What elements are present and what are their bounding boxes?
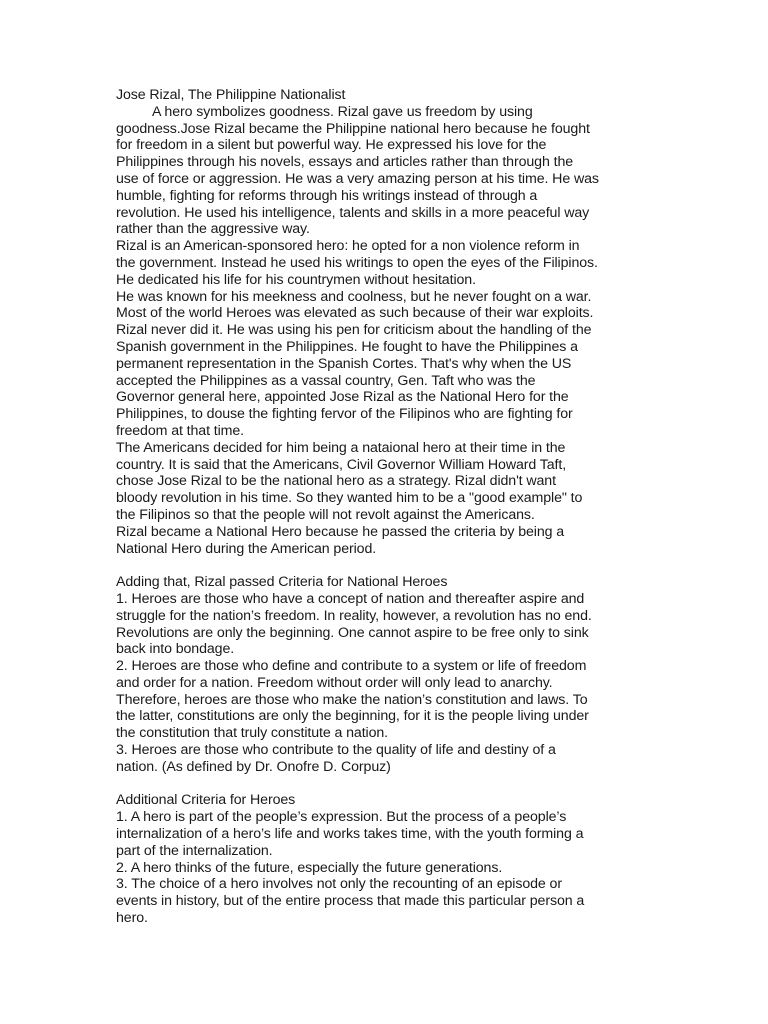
text-line: the latter, constitutions are only the beginning, for it is the people living under xyxy=(116,708,589,725)
paragraph xyxy=(116,876,656,926)
paragraph xyxy=(116,860,656,877)
text-line: events in history, but of the entire process that made this particular person a xyxy=(116,893,585,910)
text-line: The Americans decided for him being a nataional hero at their time in the xyxy=(116,439,566,456)
blank-line xyxy=(116,557,656,574)
paragraph xyxy=(116,742,656,776)
paragraph xyxy=(116,289,656,440)
text-line: part of the internalization. xyxy=(116,842,273,859)
text-line: Most of the world Heroes was elevated as such because of their war exploits. xyxy=(116,305,594,322)
text-line: 2. A hero thinks of the future, especially the future generations. xyxy=(116,859,503,876)
text-line: Therefore, heroes are those who make the nation’s constitution and laws. To xyxy=(116,691,588,708)
text-line: He dedicated his life for his countrymen without hesitation. xyxy=(116,271,476,288)
text-line: A hero symbolizes goodness. Rizal gave us freedom by using xyxy=(152,103,533,120)
text-line: National Hero during the American period. xyxy=(116,540,377,557)
text-line: the government. Instead he used his writings to open the eyes of the Filipinos. xyxy=(116,254,598,271)
text-line: Rizal is an American-sponsored hero: he opted for a non violence reform in xyxy=(116,238,580,255)
text-line: freedom at that time. xyxy=(116,422,245,439)
paragraph xyxy=(116,591,656,658)
paragraph xyxy=(116,574,656,591)
text-line: Adding that, Rizal passed Criteria for National Heroes xyxy=(116,574,448,591)
text-line: use of force or aggression. He was a very amazing person at his time. He was xyxy=(116,170,599,187)
text-line: humble, fighting for reforms through his writings instead of through a xyxy=(116,187,538,204)
text-line: Philippines through his novels, essays and articles rather than through the xyxy=(116,154,574,171)
text-line: 3. The choice of a hero involves not only the recounting of an episode or xyxy=(116,876,562,893)
text-line: and order for a nation. Freedom without order will only lead to anarchy. xyxy=(116,674,553,691)
text-line: Rizal became a National Hero because he passed the criteria by being a xyxy=(116,523,565,540)
text-line: bloody revolution in his time. So they wanted him to be a "good example" to xyxy=(116,490,583,507)
text-line: goodness.Jose Rizal became the Philippine national hero because he fought xyxy=(116,120,590,137)
text-line: the Filipinos so that the people will not revolt against the Americans. xyxy=(116,506,535,523)
paragraph xyxy=(116,809,656,859)
text-line: struggle for the nation’s freedom. In reality, however, a revolution has no end. xyxy=(116,607,592,624)
text-line: revolution. He used his intelligence, talents and skills in a more peaceful way xyxy=(116,204,590,221)
text-line: He was known for his meekness and coolness, but he never fought on a war. xyxy=(116,288,592,305)
paragraph xyxy=(116,238,656,288)
document-title: Jose Rizal, The Philippine Nationalist xyxy=(116,87,346,103)
text-line: 1. Heroes are those who have a concept of nation and thereafter aspire and xyxy=(116,590,585,607)
text-line: permanent representation in the Spanish Cortes. That's why when the US xyxy=(116,355,572,372)
text-line: hero. xyxy=(116,910,148,927)
blank-line xyxy=(116,776,656,793)
text-line: for freedom in a silent but powerful way. He expressed his love for the xyxy=(116,137,547,154)
text-line: country. It is said that the Americans, Civil Governor William Howard Taft, xyxy=(116,456,567,473)
text-line: nation. (As defined by Dr. Onofre D. Corpuz) xyxy=(116,758,391,775)
text-line: internalization of a hero’s life and works takes time, with the youth forming a xyxy=(116,826,584,843)
text-line: the constitution that truly constitute a nation. xyxy=(116,725,389,742)
paragraph xyxy=(116,104,656,238)
text-line: rather than the aggressive way. xyxy=(116,221,310,238)
paragraph xyxy=(116,440,656,524)
text-line: accepted the Philippines as a vassal country, Gen. Taft who was the xyxy=(116,372,536,389)
text-line: Rizal never did it. He was using his pen for criticism about the handling of the xyxy=(116,322,592,339)
text-line: Philippines, to douse the fighting fervor of the Filipinos who are fighting for xyxy=(116,406,573,423)
text-line: Revolutions are only the beginning. One cannot aspire to be free only to sink xyxy=(116,624,589,641)
text-line: 3. Heroes are those who contribute to the quality of life and destiny of a xyxy=(116,742,556,759)
text-line: Governor general here, appointed Jose Rizal as the National Hero for the xyxy=(116,389,569,406)
document-page xyxy=(116,87,656,927)
paragraph xyxy=(116,524,656,558)
text-line: chose Jose Rizal to be the national hero as a strategy. Rizal didn't want xyxy=(116,473,556,490)
paragraph xyxy=(116,658,656,742)
text-line: Spanish government in the Philippines. He fought to have the Philippines a xyxy=(116,338,578,355)
text-line: back into bondage. xyxy=(116,641,235,658)
text-line: Additional Criteria for Heroes xyxy=(116,792,296,809)
text-line: 2. Heroes are those who define and contribute to a system or life of freedom xyxy=(116,658,587,675)
paragraph xyxy=(116,792,656,809)
text-line: 1. A hero is part of the people’s expression. But the process of a people’s xyxy=(116,809,567,826)
document-body xyxy=(116,104,656,927)
